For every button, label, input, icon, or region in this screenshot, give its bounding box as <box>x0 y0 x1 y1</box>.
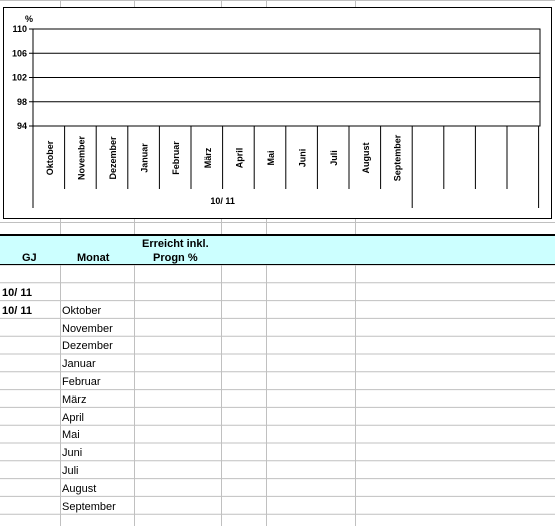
header-erreicht-line1: Erreicht inkl. <box>142 238 209 250</box>
category-label: März <box>202 147 213 169</box>
category-label: April <box>234 147 245 169</box>
category-label: September <box>392 134 403 182</box>
cell-monat[interactable]: Juli <box>62 465 79 477</box>
cell-monat[interactable]: Dezember <box>62 340 113 353</box>
category-label: Mai <box>266 150 276 166</box>
cell-monat[interactable]: Mai <box>62 429 80 442</box>
table-header <box>0 234 555 265</box>
cell-monat[interactable]: März <box>62 393 87 406</box>
cell-gj[interactable]: 10/ 11 <box>2 304 32 317</box>
cell-monat[interactable]: August <box>62 482 97 495</box>
header-monat: Monat <box>77 252 110 264</box>
chart-canvas <box>4 8 551 218</box>
category-label: Juni <box>297 148 308 168</box>
cell-monat[interactable]: November <box>62 322 113 335</box>
cell-monat[interactable]: Januar <box>62 358 96 371</box>
chart-object[interactable] <box>3 7 552 219</box>
y-tick-label: 94 <box>16 121 27 131</box>
category-label: August <box>360 142 371 174</box>
cell-gj[interactable]: 10/ 11 <box>2 287 32 299</box>
category-label: November <box>76 135 87 181</box>
y-tick-label: 110 <box>12 24 27 34</box>
category-label: Februar <box>171 141 182 175</box>
cell-monat[interactable]: Oktober <box>62 304 102 317</box>
category-group-label: 10/ 11 <box>210 196 235 206</box>
header-gj: GJ <box>22 252 37 264</box>
cell-monat[interactable]: September <box>62 500 116 513</box>
cell-monat[interactable]: Juni <box>62 447 83 460</box>
category-label: Oktober <box>44 140 55 176</box>
y-tick-label: 98 <box>16 96 27 107</box>
category-label: Januar <box>139 143 150 173</box>
header-erreicht-line2: Progn % <box>153 252 198 264</box>
y-tick-label: 106 <box>11 48 27 59</box>
category-label: Juli <box>329 150 340 166</box>
category-label: Dezember <box>108 136 118 180</box>
y-tick-label: 102 <box>11 72 27 83</box>
cell-monat[interactable]: April <box>62 411 85 424</box>
y-unit-label: % <box>25 14 34 24</box>
cell-monat[interactable]: Februar <box>62 376 101 388</box>
